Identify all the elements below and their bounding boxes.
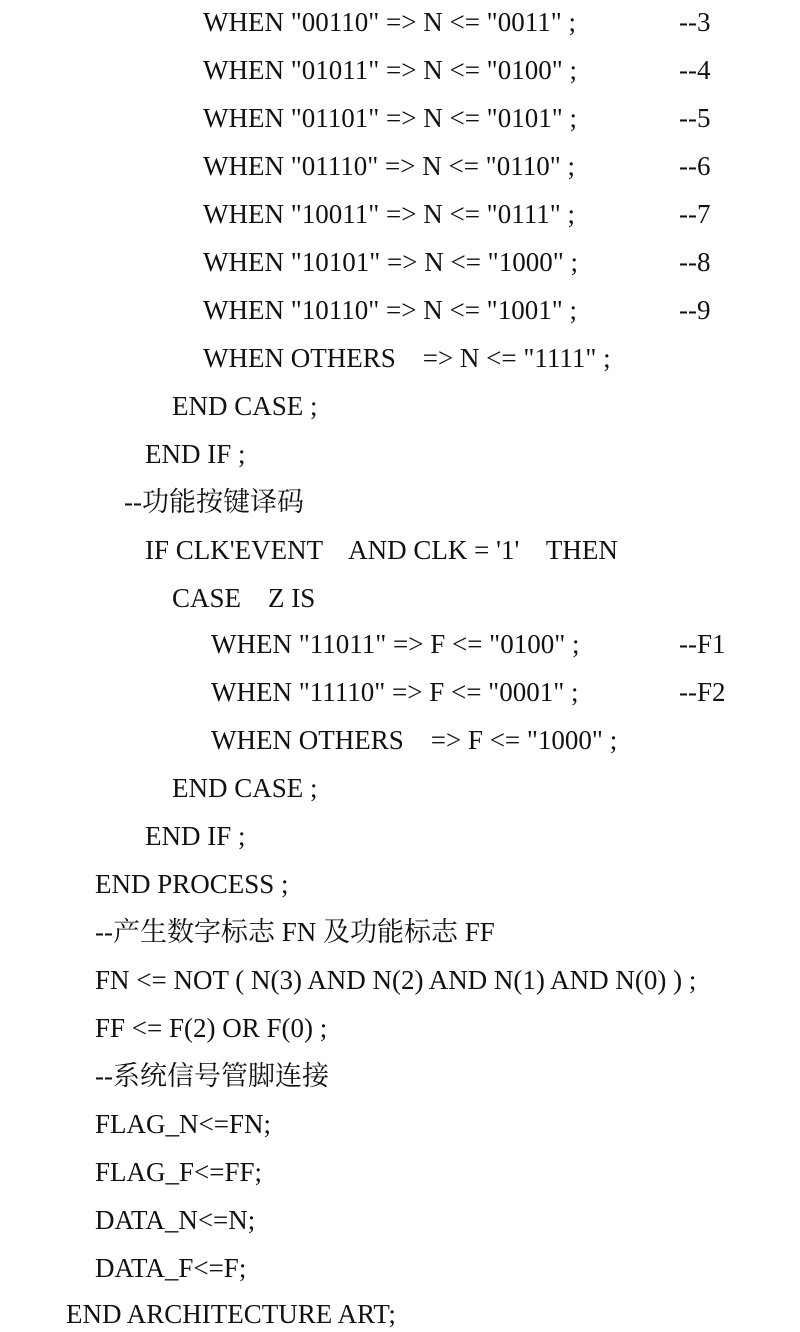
code-comment-line: --系统信号管脚连接 (95, 1061, 329, 1091)
code-line: END PROCESS ; (95, 869, 289, 899)
code-line: END CASE ; (172, 773, 318, 803)
code-line: WHEN "10011" => N <= "0111" ; (203, 199, 575, 229)
line-comment: --9 (679, 295, 711, 325)
line-comment: --3 (679, 7, 711, 37)
code-line: FLAG_N<=FN; (95, 1109, 271, 1139)
code-line: END CASE ; (172, 391, 318, 421)
line-comment: --4 (679, 55, 711, 85)
code-line: FN <= NOT ( N(3) AND N(2) AND N(1) AND N(0) ) ; (95, 965, 697, 995)
line-comment: --5 (679, 103, 711, 133)
code-line: WHEN "11110" => F <= "0001" ; (211, 677, 579, 707)
code-line: CASE Z IS (172, 583, 316, 613)
code-line: WHEN OTHERS => F <= "1000" ; (211, 725, 618, 755)
line-comment: --F2 (679, 677, 726, 707)
line-comment: --8 (679, 247, 711, 277)
line-comment: --6 (679, 151, 711, 181)
code-comment-line: --功能按键译码 (124, 487, 304, 517)
line-comment: --F1 (679, 629, 726, 659)
code-line: WHEN "01110" => N <= "0110" ; (203, 151, 575, 181)
code-line: END IF ; (145, 821, 246, 851)
code-line: FLAG_F<=FF; (95, 1157, 263, 1187)
code-comment-line: --产生数字标志 FN 及功能标志 FF (95, 917, 495, 947)
line-comment: --7 (679, 199, 711, 229)
code-line: DATA_N<=N; (95, 1205, 256, 1235)
code-line: WHEN OTHERS => N <= "1111" ; (203, 343, 611, 373)
code-line: IF CLK'EVENT AND CLK = '1' THEN (145, 535, 618, 565)
code-line: FF <= F(2) OR F(0) ; (95, 1013, 328, 1043)
code-line: WHEN "01101" => N <= "0101" ; (203, 103, 577, 133)
code-line: END ARCHITECTURE ART; (66, 1299, 396, 1329)
code-line: WHEN "01011" => N <= "0100" ; (203, 55, 577, 85)
code-line: DATA_F<=F; (95, 1253, 247, 1283)
code-line: WHEN "11011" => F <= "0100" ; (211, 629, 580, 659)
code-line: WHEN "10110" => N <= "1001" ; (203, 295, 577, 325)
code-line: WHEN "10101" => N <= "1000" ; (203, 247, 578, 277)
code-line: END IF ; (145, 439, 246, 469)
code-line: WHEN "00110" => N <= "0011" ; (203, 7, 576, 37)
